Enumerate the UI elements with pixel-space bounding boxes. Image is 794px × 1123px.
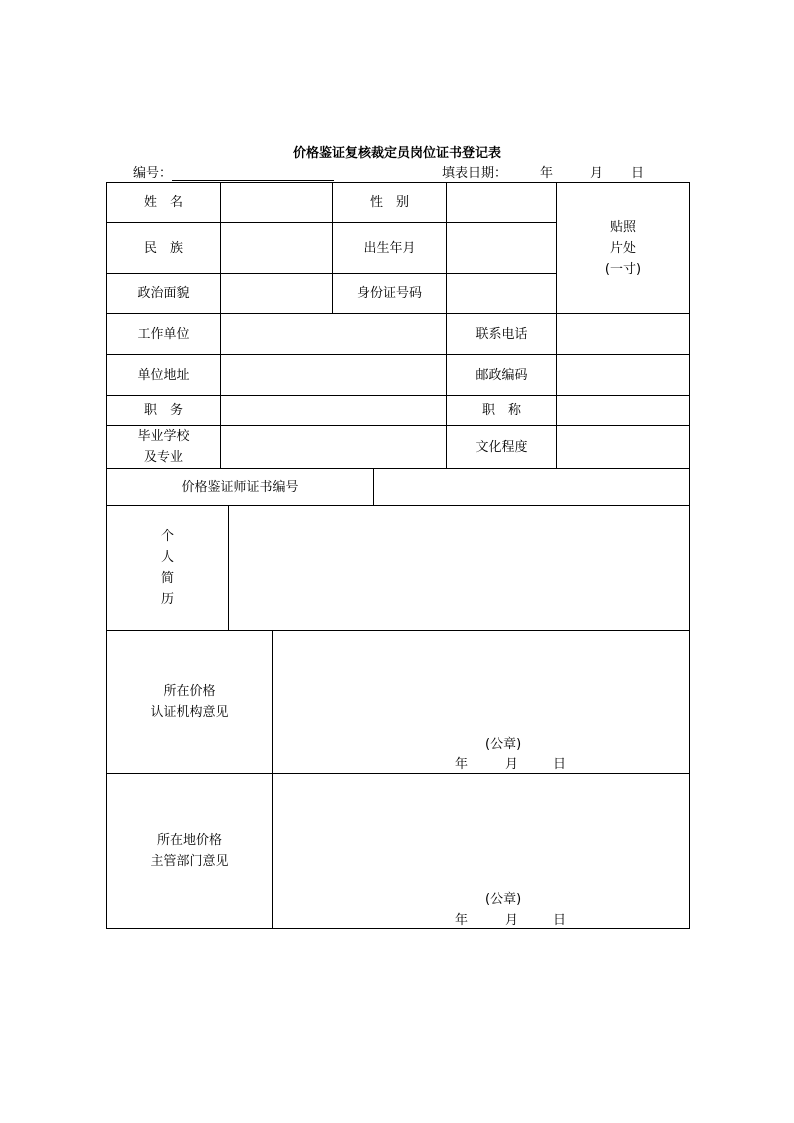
photo-label-1: 贴照 <box>609 219 636 235</box>
label-postcode: 邮政编码 <box>475 367 528 383</box>
input-resume[interactable] <box>229 506 689 630</box>
photo-label-3: (一寸) <box>604 261 642 277</box>
label-resume <box>107 506 228 630</box>
input-id-number[interactable] <box>447 274 556 313</box>
label-dept-opinion-line-1: 所在地价格 <box>156 833 222 848</box>
input-school[interactable] <box>221 426 446 468</box>
dept-seal-day: 日 <box>553 913 567 928</box>
label-resume-char-1: 个 <box>160 529 174 544</box>
serial-number-row <box>133 162 334 181</box>
label-gender: 性 别 <box>369 195 409 210</box>
label-org-opinion-line-1: 所在价格 <box>163 684 216 699</box>
label-school-line-2: 及专业 <box>143 450 183 465</box>
input-title-rank[interactable] <box>557 396 689 425</box>
label-position: 职 务 <box>143 403 183 418</box>
label-cert-number: 价格鉴证师证书编号 <box>181 479 299 495</box>
dept-seal-label: (公章) <box>485 892 522 907</box>
input-phone[interactable] <box>557 314 689 354</box>
label-resume-char-4: 历 <box>160 592 174 607</box>
label-dept-opinion-line-2: 主管部门意见 <box>150 854 229 869</box>
label-dept-opinion <box>107 774 272 928</box>
input-dept-opinion[interactable] <box>273 774 689 928</box>
org-seal-year: 年 <box>455 757 469 772</box>
dept-seal-year: 年 <box>455 913 469 928</box>
serial-label: 编号： <box>133 166 173 181</box>
label-phone: 联系电话 <box>475 326 528 342</box>
input-ethnicity[interactable] <box>221 223 332 273</box>
label-work-unit: 工作单位 <box>137 326 190 342</box>
input-work-unit[interactable] <box>221 314 446 354</box>
input-gender[interactable] <box>447 183 556 222</box>
photo-label-2: 片处 <box>609 240 636 256</box>
serial-number-field[interactable] <box>172 166 334 181</box>
input-birth[interactable] <box>447 223 556 273</box>
input-education[interactable] <box>557 426 689 468</box>
input-org-opinion[interactable] <box>273 631 689 773</box>
label-id-number: 身份证号码 <box>356 286 422 301</box>
label-name: 姓 名 <box>143 195 183 210</box>
fill-date-day: 日 <box>631 166 645 181</box>
org-seal-label: (公章) <box>485 737 522 752</box>
label-unit-address: 单位地址 <box>137 367 190 383</box>
org-seal-day: 日 <box>553 757 567 772</box>
label-resume-char-3: 简 <box>160 571 174 586</box>
input-position[interactable] <box>221 396 446 425</box>
label-school <box>107 426 220 468</box>
input-postcode[interactable] <box>557 355 689 395</box>
input-unit-address[interactable] <box>221 355 446 395</box>
label-political: 政治面貌 <box>137 286 190 301</box>
label-resume-char-2: 人 <box>160 550 174 565</box>
fill-date-label: 填表日期： <box>442 166 508 181</box>
form-title: 价格鉴证复核裁定员岗位证书登记表 <box>292 146 501 161</box>
fill-date-year: 年 <box>540 166 554 181</box>
dept-seal-month: 月 <box>505 913 519 928</box>
label-title-rank: 职 称 <box>481 403 521 418</box>
label-education: 文化程度 <box>475 439 528 455</box>
input-name[interactable] <box>221 183 332 222</box>
label-org-opinion-line-2: 认证机构意见 <box>150 705 229 720</box>
fill-date-month: 月 <box>590 166 604 181</box>
input-cert-number[interactable] <box>374 469 689 505</box>
org-seal-month: 月 <box>505 757 519 772</box>
label-ethnicity: 民 族 <box>143 240 183 256</box>
label-birth: 出生年月 <box>363 240 416 256</box>
photo-area[interactable] <box>557 183 689 313</box>
input-political[interactable] <box>221 274 332 313</box>
label-school-line-1: 毕业学校 <box>137 429 190 444</box>
label-org-opinion <box>107 631 272 773</box>
